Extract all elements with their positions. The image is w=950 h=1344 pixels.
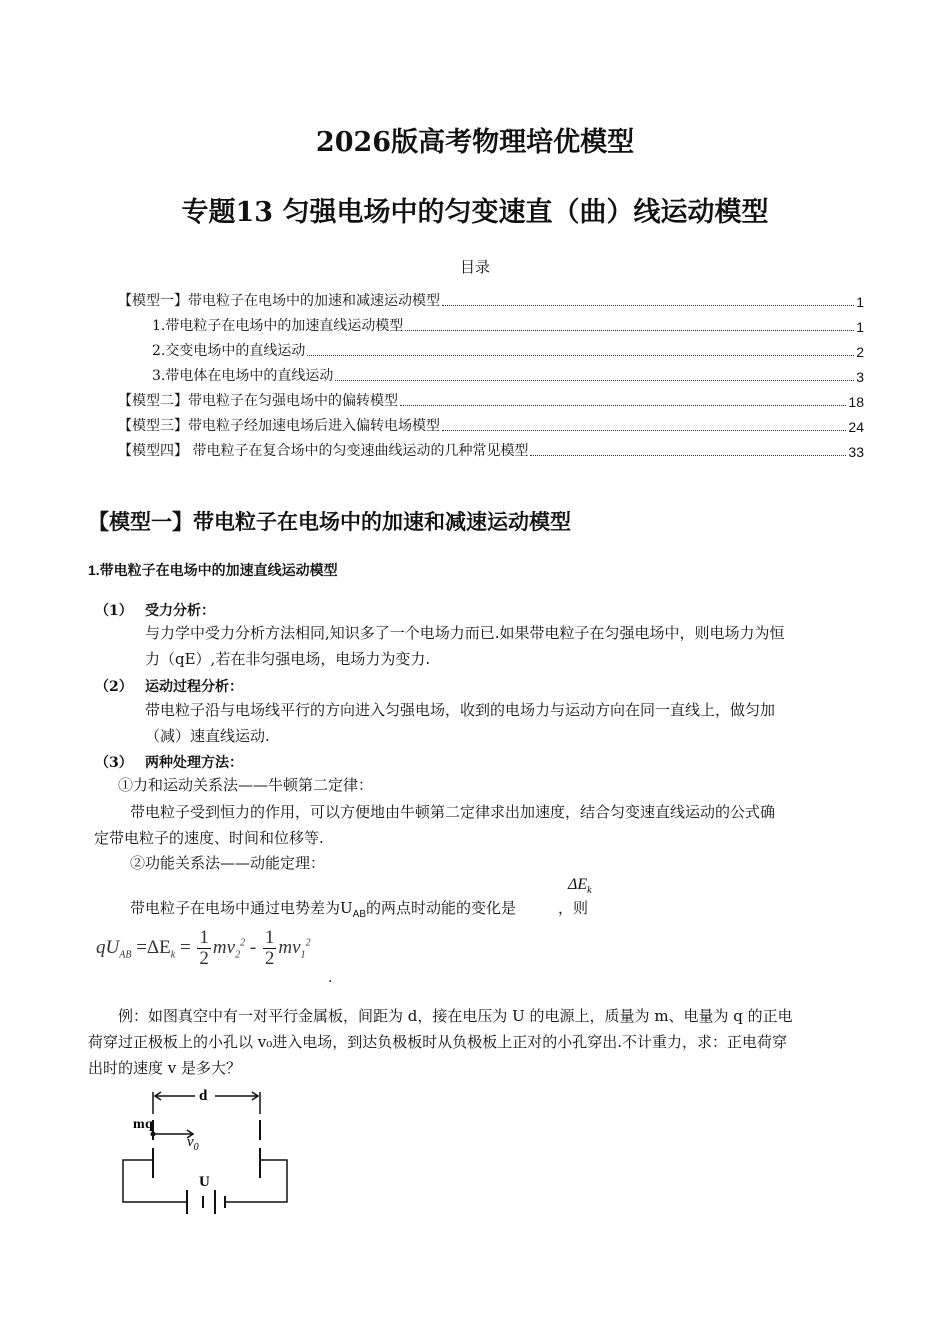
wire-left <box>123 1160 187 1202</box>
toc-entry[interactable] <box>152 340 864 360</box>
toc-entry[interactable] <box>118 290 864 310</box>
method-heading: ①力和运动关系法——牛顿第二定律： <box>118 776 374 794</box>
item-number: （2） <box>95 679 133 695</box>
example-text: 荷穿过正极板上的小孔以 v₀进入电场，到达负极板时从负极板上正对的小孔穿出.不计重力，求：正电荷穿 <box>88 1033 788 1051</box>
toc-entry-label: 2.交变电场中的直线运动 <box>152 343 306 359</box>
parallel-plate-diagram <box>115 1078 295 1218</box>
paragraph: 带电粒子在电场中通过电势差为$U_{AB}$的两点时动能的变化是 ，则 <box>130 899 589 920</box>
wire-right <box>225 1160 287 1202</box>
formula-period: . <box>328 970 333 986</box>
toc-entry-page: 2 <box>856 344 864 360</box>
toc-entry-label: 【模型一】带电粒子在电场中的加速和减速运动模型 <box>118 293 440 309</box>
document-title: 2026版高考物理培优模型 <box>315 127 635 158</box>
toc-entry-page: 3 <box>856 369 864 385</box>
toc-entry[interactable] <box>118 440 864 460</box>
delta-ek-symbol: $\Delta E_k$ <box>568 876 592 897</box>
toc-entry[interactable] <box>152 365 864 385</box>
toc-entry-label: 【模型三】带电粒子经加速电场后进入偏转电场模型 <box>118 418 440 434</box>
toc-entry-label: 3.带电体在电场中的直线运动 <box>152 368 334 384</box>
method-heading: ②功能关系法——动能定理： <box>130 854 326 872</box>
example-text: 出时的速度 v 是多大？ <box>88 1059 242 1077</box>
toc-entry[interactable] <box>118 390 864 410</box>
paragraph: 定带电粒子的速度、时间和位移等. <box>94 829 324 847</box>
document-subtitle: 专题13 匀强电场中的匀变速直（曲）线运动模型 <box>181 197 769 228</box>
item-number: （3） <box>95 755 133 771</box>
voltage-label: U <box>199 1174 210 1190</box>
toc-entry-label: 【模型二】带电粒子在匀强电场中的偏转模型 <box>118 393 398 409</box>
toc-entry[interactable] <box>152 315 864 335</box>
toc-entry-page: 1 <box>856 294 864 310</box>
item-title: 受力分析： <box>145 603 215 619</box>
paragraph: 力（qE）,若在非匀强电场，电场力为变力. <box>145 650 431 668</box>
charge-label: q <box>145 1117 153 1132</box>
toc-entry-page: 1 <box>856 319 864 335</box>
subsection-heading: 1.带电粒子在电场中的加速直线运动模型 <box>88 562 338 578</box>
toc-entry[interactable] <box>118 415 864 435</box>
kinetic-energy-formula: $qU_{AB} =\Delta E_k$ = $\frac{1}{2}$ $mv_2^2$ - $\frac{1}{2}$ $mv_1^2$ <box>96 927 311 969</box>
charge-dot <box>151 1132 156 1137</box>
velocity-label: $v_0$ <box>187 1134 199 1153</box>
toc-heading: 目录 <box>459 258 490 276</box>
toc-entry-page: 33 <box>848 444 864 460</box>
item-title: 两种处理方法： <box>145 755 243 771</box>
paragraph: 带电粒子受到恒力的作用，可以方便地由牛顿第二定律求出加速度，结合匀变速直线运动的公式确 <box>130 803 776 821</box>
distance-label: d <box>199 1088 208 1104</box>
toc-entry-page: 18 <box>848 394 864 410</box>
paragraph: 带电粒子沿与电场线平行的方向进入匀强电场，收到的电场力与运动方向在同一直线上，做匀加 <box>145 701 776 719</box>
item-title: 运动过程分析： <box>145 679 243 695</box>
paragraph: （减）速直线运动. <box>145 727 270 745</box>
mass-label: m <box>133 1117 145 1132</box>
paragraph: 与力学中受力分析方法相同,知识多了一个电场力而已.如果带电粒子在匀强电场中，则电场力为恒 <box>145 624 785 642</box>
example-text: 例：如图真空中有一对平行金属板，间距为 d，接在电压为 U 的电源上，质量为 m、电量为 q 的正电 <box>118 1007 793 1025</box>
toc-entry-page: 24 <box>848 419 864 435</box>
toc-entry-label: 【模型四】 带电粒子在复合场中的匀变速曲线运动的几种常见模型 <box>118 443 529 459</box>
toc-entry-label: 1.带电粒子在电场中的加速直线运动模型 <box>152 318 404 334</box>
section-heading: 【模型一】带电粒子在电场中的加速和减速运动模型 <box>88 509 571 534</box>
item-number: （1） <box>95 603 133 619</box>
